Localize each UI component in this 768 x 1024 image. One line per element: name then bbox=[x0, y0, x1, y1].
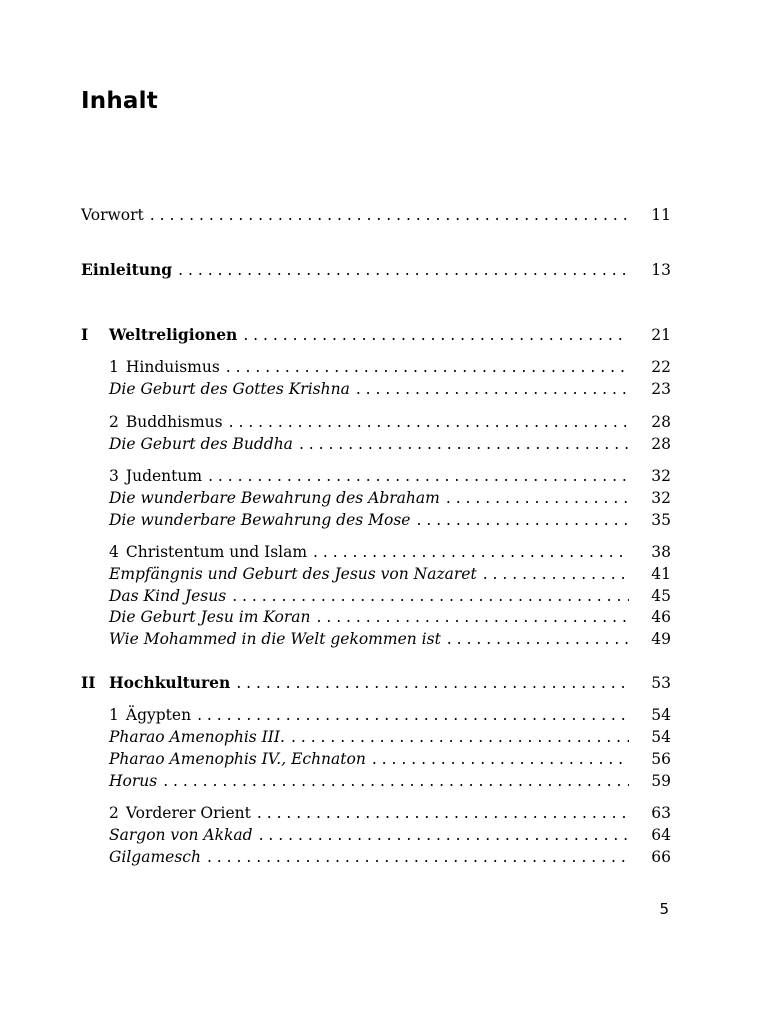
dot-leader bbox=[207, 846, 629, 868]
toc-entry-label bbox=[81, 672, 230, 694]
table-of-contents bbox=[81, 0, 671, 1024]
toc-entry-title: Die Geburt des Gottes Krishna bbox=[109, 380, 350, 398]
chapter-number: 2 bbox=[109, 413, 119, 431]
dot-leader bbox=[243, 324, 629, 346]
toc-entry-page: 41 bbox=[651, 565, 671, 583]
toc-entry-title: Gilgamesch bbox=[109, 848, 201, 866]
toc-entry-page: 54 bbox=[651, 706, 671, 724]
dot-leader bbox=[178, 259, 629, 281]
toc-entry-label bbox=[109, 770, 157, 792]
toc-entry-title: Hochkulturen bbox=[109, 673, 231, 692]
toc-entry-page: 59 bbox=[651, 772, 671, 790]
dot-leader bbox=[150, 204, 629, 226]
dot-leader bbox=[316, 606, 629, 628]
toc-entry-title: Christentum und Islam bbox=[125, 543, 308, 561]
toc-entry-title: Vorderer Orient bbox=[125, 804, 251, 822]
toc-entry-page: 21 bbox=[651, 326, 671, 344]
toc-entry-label bbox=[109, 802, 251, 824]
dot-leader bbox=[197, 704, 629, 726]
toc-entry-title: Weltreligionen bbox=[109, 325, 238, 344]
dot-leader bbox=[229, 411, 629, 433]
toc-entry-label bbox=[109, 411, 223, 433]
toc-entry-label bbox=[109, 487, 440, 509]
toc-entry bbox=[109, 846, 671, 868]
toc-entry bbox=[81, 672, 671, 694]
toc-entry bbox=[109, 509, 671, 531]
chapter-number: 4 bbox=[109, 543, 119, 561]
toc-entry bbox=[109, 378, 671, 400]
toc-entry-title: Einleitung bbox=[81, 260, 173, 279]
toc-entry-page: 56 bbox=[651, 750, 671, 768]
toc-entry-page: 22 bbox=[651, 358, 671, 376]
toc-entry bbox=[109, 487, 671, 509]
toc-entry-label bbox=[109, 606, 310, 628]
toc-entry-page: 11 bbox=[651, 206, 671, 224]
toc-entry-title: Horus bbox=[109, 772, 158, 790]
toc-entry-label bbox=[109, 509, 410, 531]
toc-entry-label bbox=[109, 704, 191, 726]
chapter-number: 2 bbox=[109, 804, 119, 822]
dot-leader bbox=[257, 802, 629, 824]
toc-entry bbox=[109, 465, 671, 487]
page-title: Inhalt bbox=[81, 88, 158, 114]
chapter-number: 3 bbox=[109, 467, 119, 485]
toc-entry-title: Wie Mohammed in die Welt gekommen ist bbox=[109, 630, 441, 648]
dot-leader bbox=[372, 748, 629, 770]
toc-entry bbox=[109, 628, 671, 650]
dot-leader bbox=[291, 726, 629, 748]
toc-entry bbox=[109, 748, 671, 770]
toc-entry-title: Die Geburt Jesu im Koran bbox=[109, 608, 311, 626]
toc-entry-page: 32 bbox=[651, 489, 671, 507]
toc-entry bbox=[109, 770, 671, 792]
toc-entry-page: 13 bbox=[651, 261, 671, 279]
toc-entry-page: 46 bbox=[651, 608, 671, 626]
toc-entry-page: 28 bbox=[651, 435, 671, 453]
toc-entry-label bbox=[109, 748, 366, 770]
toc-entry-page: 28 bbox=[651, 413, 671, 431]
toc-entry-title: Das Kind Jesus bbox=[109, 587, 227, 605]
toc-entry-title: Sargon von Akkad bbox=[109, 826, 253, 844]
toc-entry bbox=[109, 824, 671, 846]
toc-entry-title: Buddhismus bbox=[125, 413, 223, 431]
dot-leader bbox=[313, 541, 629, 563]
dot-leader bbox=[259, 824, 629, 846]
toc-entry bbox=[109, 433, 671, 455]
chapter-number: 1 bbox=[109, 358, 119, 376]
dot-leader bbox=[446, 487, 629, 509]
toc-entry bbox=[109, 563, 671, 585]
toc-entry-page: 35 bbox=[651, 511, 671, 529]
toc-entry-label bbox=[109, 541, 307, 563]
toc-entry-label bbox=[109, 628, 441, 650]
chapter-number: 1 bbox=[109, 706, 119, 724]
toc-entry-label bbox=[109, 433, 293, 455]
toc-entry bbox=[81, 324, 671, 346]
toc-entry-label bbox=[81, 324, 237, 346]
part-numeral: I bbox=[81, 325, 89, 344]
toc-entry-page: 53 bbox=[651, 674, 671, 692]
toc-entry bbox=[109, 802, 671, 824]
toc-entry bbox=[109, 356, 671, 378]
toc-entry-title: Die wunderbare Bewahrung des Mose bbox=[109, 511, 411, 529]
toc-entry-label bbox=[109, 846, 201, 868]
dot-leader bbox=[356, 378, 629, 400]
page-number: 5 bbox=[659, 900, 669, 918]
toc-entry bbox=[109, 726, 671, 748]
dot-leader bbox=[447, 628, 629, 650]
dot-leader bbox=[483, 563, 629, 585]
dot-leader bbox=[416, 509, 629, 531]
toc-entry-page: 32 bbox=[651, 467, 671, 485]
toc-entry-label bbox=[109, 465, 202, 487]
toc-entry bbox=[109, 704, 671, 726]
toc-entry-page: 63 bbox=[651, 804, 671, 822]
toc-entry-label bbox=[109, 563, 477, 585]
dot-leader bbox=[236, 672, 629, 694]
dot-leader bbox=[232, 585, 629, 607]
toc-entry-title: Pharao Amenophis IV., Echnaton bbox=[109, 750, 366, 768]
toc-entry bbox=[109, 585, 671, 607]
part-numeral: II bbox=[81, 673, 96, 692]
toc-entry-title: Judentum bbox=[125, 467, 203, 485]
toc-entry-title: Ägypten bbox=[125, 706, 192, 724]
toc-entry-page: 38 bbox=[651, 543, 671, 561]
toc-entry-page: 45 bbox=[651, 587, 671, 605]
toc-entry bbox=[109, 541, 671, 563]
toc-entry bbox=[81, 259, 671, 281]
toc-entry-page: 54 bbox=[651, 728, 671, 746]
toc-entry-label bbox=[81, 259, 172, 281]
toc-entry-title: Empfängnis und Geburt des Jesus von Nazaret bbox=[109, 565, 477, 583]
toc-entry bbox=[81, 204, 671, 226]
toc-entry-label bbox=[109, 585, 226, 607]
toc-entry-label bbox=[109, 726, 285, 748]
toc-entry bbox=[109, 606, 671, 628]
dot-leader bbox=[163, 770, 629, 792]
toc-entry-title: Die wunderbare Bewahrung des Abraham bbox=[109, 489, 440, 507]
toc-entry-page: 66 bbox=[651, 848, 671, 866]
toc-entry-title: Die Geburt des Buddha bbox=[109, 435, 293, 453]
toc-entry-label bbox=[109, 356, 220, 378]
toc-entry-page: 64 bbox=[651, 826, 671, 844]
dot-leader bbox=[226, 356, 629, 378]
toc-entry bbox=[109, 411, 671, 433]
toc-entry-title: Pharao Amenophis III. bbox=[109, 728, 285, 746]
dot-leader bbox=[299, 433, 629, 455]
toc-entry-label bbox=[81, 204, 144, 226]
toc-entry-page: 23 bbox=[651, 380, 671, 398]
toc-entry-title: Vorwort bbox=[81, 206, 144, 224]
toc-entry-label bbox=[109, 378, 350, 400]
dot-leader bbox=[208, 465, 629, 487]
toc-entry-label bbox=[109, 824, 253, 846]
toc-entry-page: 49 bbox=[651, 630, 671, 648]
toc-entry-title: Hinduismus bbox=[125, 358, 220, 376]
